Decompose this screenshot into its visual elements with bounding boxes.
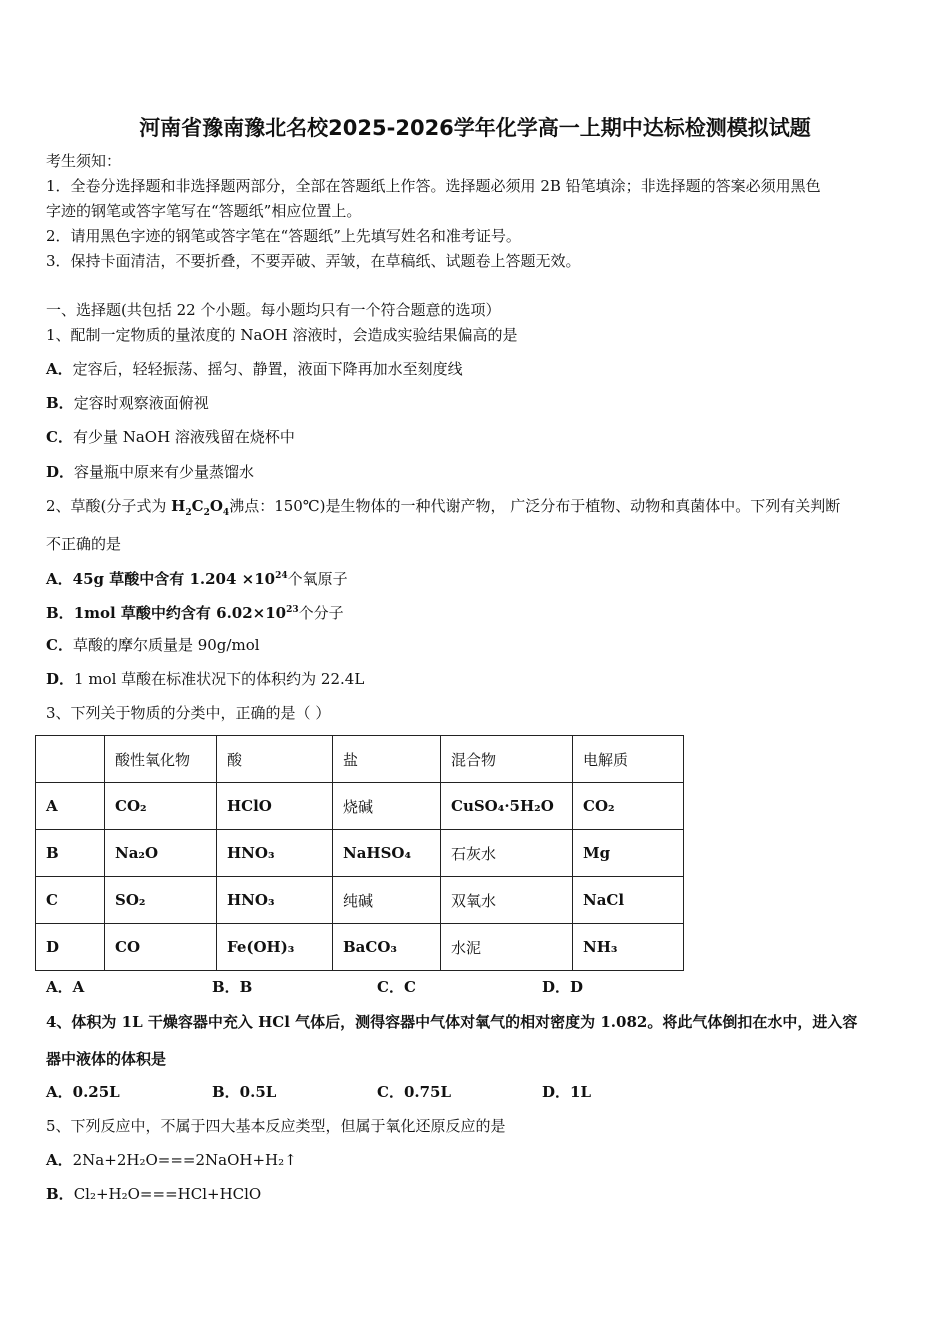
q4-option-d: D．1L bbox=[542, 1083, 591, 1101]
table-header: 电解质 bbox=[573, 736, 684, 783]
option-text: 有少量 NaOH 溶液残留在烧杯中 bbox=[72, 428, 295, 446]
q3-option-b: B．B bbox=[212, 978, 253, 996]
option-label: D． bbox=[46, 463, 75, 481]
option-text: 个分子 bbox=[298, 604, 344, 622]
table-row bbox=[36, 924, 684, 971]
formula-h: H bbox=[171, 497, 186, 515]
table-cell: BaCO₃ bbox=[333, 924, 441, 971]
table-cell: NH₃ bbox=[573, 924, 684, 971]
table-cell: Mg bbox=[573, 830, 684, 877]
notice-item-1-cont: 字迹的钢笔或答字笔写在“答题纸”相应位置上。 bbox=[46, 202, 362, 220]
q2-stem-a: 2、草酸(分子式为 bbox=[46, 497, 172, 515]
table-cell: 双氧水 bbox=[441, 877, 573, 924]
option-text: Cl₂+H₂O===HCl+HClO bbox=[73, 1185, 262, 1203]
table-header: 混合物 bbox=[441, 736, 573, 783]
table-cell: A bbox=[36, 783, 105, 830]
table-cell: CO₂ bbox=[573, 783, 684, 830]
table-cell: HNO₃ bbox=[217, 877, 333, 924]
option-text: 草酸的摩尔质量是 90g/mol bbox=[72, 636, 260, 654]
q2-option-d bbox=[46, 669, 364, 689]
q2-stem-cont: 不正确的是 bbox=[46, 535, 122, 553]
table-cell: NaHSO₄ bbox=[333, 830, 441, 877]
table-cell: CO bbox=[105, 924, 217, 971]
option-text: 2Na+2H₂O===2NaOH+H₂↑ bbox=[72, 1151, 297, 1169]
option-text: 定容时观察液面俯视 bbox=[73, 394, 209, 412]
q5-stem: 5、下列反应中，不属于四大基本反应类型，但属于氧化还原反应的是 bbox=[46, 1117, 506, 1135]
notice-heading: 考生须知： bbox=[46, 152, 122, 170]
section-heading: 一、选择题(共包括 22 个小题。每小题均只有一个符合题意的选项） bbox=[46, 301, 501, 319]
q5-option-a bbox=[46, 1150, 297, 1170]
page-title: 河南省豫南豫北名校2025-2026学年化学高一上期中达标检测模拟试题 bbox=[139, 116, 811, 140]
table-cell: B bbox=[36, 830, 105, 877]
option-label: C． bbox=[46, 428, 73, 446]
q3-stem: 3、下列关于物质的分类中，正确的是（ ） bbox=[46, 704, 331, 722]
q5-option-b bbox=[46, 1184, 261, 1204]
q2-option-c bbox=[46, 635, 260, 655]
option-label: C． bbox=[46, 636, 73, 654]
table-header: 酸 bbox=[217, 736, 333, 783]
q4-option-c: C．0.75L bbox=[377, 1083, 452, 1101]
table-header bbox=[36, 736, 105, 783]
option-label: B． bbox=[46, 394, 74, 412]
notice-item-3: 3．保持卡面清洁，不要折叠，不要弄破、弄皱，在草稿纸、试题卷上答题无效。 bbox=[46, 252, 581, 270]
table-row bbox=[36, 783, 684, 830]
q2-option-a bbox=[46, 566, 348, 589]
option-text: 1mol 草酸中约含有 6.02×10 bbox=[73, 604, 287, 622]
option-text: 个氧原子 bbox=[287, 570, 348, 588]
table-header: 盐 bbox=[333, 736, 441, 783]
table-cell: Na₂O bbox=[105, 830, 217, 877]
q4-stem-cont: 器中液体的体积是 bbox=[46, 1050, 167, 1068]
formula-sub: 2 bbox=[203, 508, 210, 518]
q2-option-b bbox=[46, 600, 344, 623]
q1-option-b bbox=[46, 393, 209, 413]
q4-options bbox=[46, 1082, 591, 1102]
exponent: 24 bbox=[275, 571, 288, 581]
q3-option-c: C．C bbox=[377, 978, 416, 996]
table-cell: 纯碱 bbox=[333, 877, 441, 924]
option-text: 容量瓶中原来有少量蒸馏水 bbox=[74, 463, 255, 481]
q3-option-d: D．D bbox=[542, 978, 584, 996]
option-text: 45g 草酸中含有 1.204 ×10 bbox=[72, 570, 276, 588]
table-cell: NaCl bbox=[573, 877, 684, 924]
table-cell: 水泥 bbox=[441, 924, 573, 971]
table-cell: SO₂ bbox=[105, 877, 217, 924]
table-row bbox=[36, 877, 684, 924]
table-cell: Fe(OH)₃ bbox=[217, 924, 333, 971]
formula-o: O bbox=[209, 497, 223, 515]
option-label: D． bbox=[46, 670, 75, 688]
q2-stem bbox=[46, 496, 840, 523]
table-cell: CO₂ bbox=[105, 783, 217, 830]
exponent: 23 bbox=[286, 605, 299, 615]
formula-sub: 2 bbox=[185, 508, 192, 518]
option-text: 1 mol 草酸在标准状况下的体积约为 22.4L bbox=[74, 670, 365, 688]
notice-item-1: 1．全卷分选择题和非选择题两部分，全部在答题纸上作答。选择题必须用 2B 铅笔填涂；非选择题的答案必须用黑色 bbox=[46, 177, 821, 195]
table-cell: HClO bbox=[217, 783, 333, 830]
option-label: A． bbox=[46, 1151, 73, 1169]
q2-stem-b: 沸点：150℃)是生物体的一种代谢产物， 广泛分布于植物、动物和真菌体中。下列有关判断 bbox=[229, 497, 841, 515]
table-cell: 烧碱 bbox=[333, 783, 441, 830]
classification-table bbox=[35, 735, 684, 971]
option-label: B． bbox=[46, 1185, 74, 1203]
q4-option-a: A．0.25L bbox=[46, 1083, 120, 1101]
option-label: A． bbox=[46, 570, 73, 588]
table-header-row bbox=[36, 736, 684, 783]
option-label: B． bbox=[46, 604, 74, 622]
q1-stem: 1、配制一定物质的量浓度的 NaOH 溶液时，会造成实验结果偏高的是 bbox=[46, 326, 518, 344]
table-cell: HNO₃ bbox=[217, 830, 333, 877]
q3-option-a: A．A bbox=[46, 978, 85, 996]
q1-option-a bbox=[46, 359, 463, 379]
q1-option-d bbox=[46, 462, 254, 482]
formula-sub: 4 bbox=[222, 508, 230, 518]
table-cell: CuSO₄·5H₂O bbox=[441, 783, 573, 830]
q4-option-b: B．0.5L bbox=[212, 1083, 277, 1101]
notice-item-2: 2．请用黑色字迹的钢笔或答字笔在“答题纸”上先填写姓名和准考证号。 bbox=[46, 227, 521, 245]
q3-options bbox=[46, 977, 583, 997]
option-label: A． bbox=[46, 360, 73, 378]
table-row bbox=[36, 830, 684, 877]
table-cell: D bbox=[36, 924, 105, 971]
table-cell: 石灰水 bbox=[441, 830, 573, 877]
formula-c: C bbox=[191, 497, 204, 515]
table-header: 酸性氧化物 bbox=[105, 736, 217, 783]
option-text: 定容后，轻轻振荡、摇匀、静置，液面下降再加水至刻度线 bbox=[72, 360, 463, 378]
q4-stem: 4、体积为 1L 干燥容器中充入 HCl 气体后，测得容器中气体对氧气的相对密度为 1.082。将此气体倒扣在水中，进入容 bbox=[46, 1013, 858, 1031]
table-cell: C bbox=[36, 877, 105, 924]
q1-option-c bbox=[46, 427, 295, 447]
